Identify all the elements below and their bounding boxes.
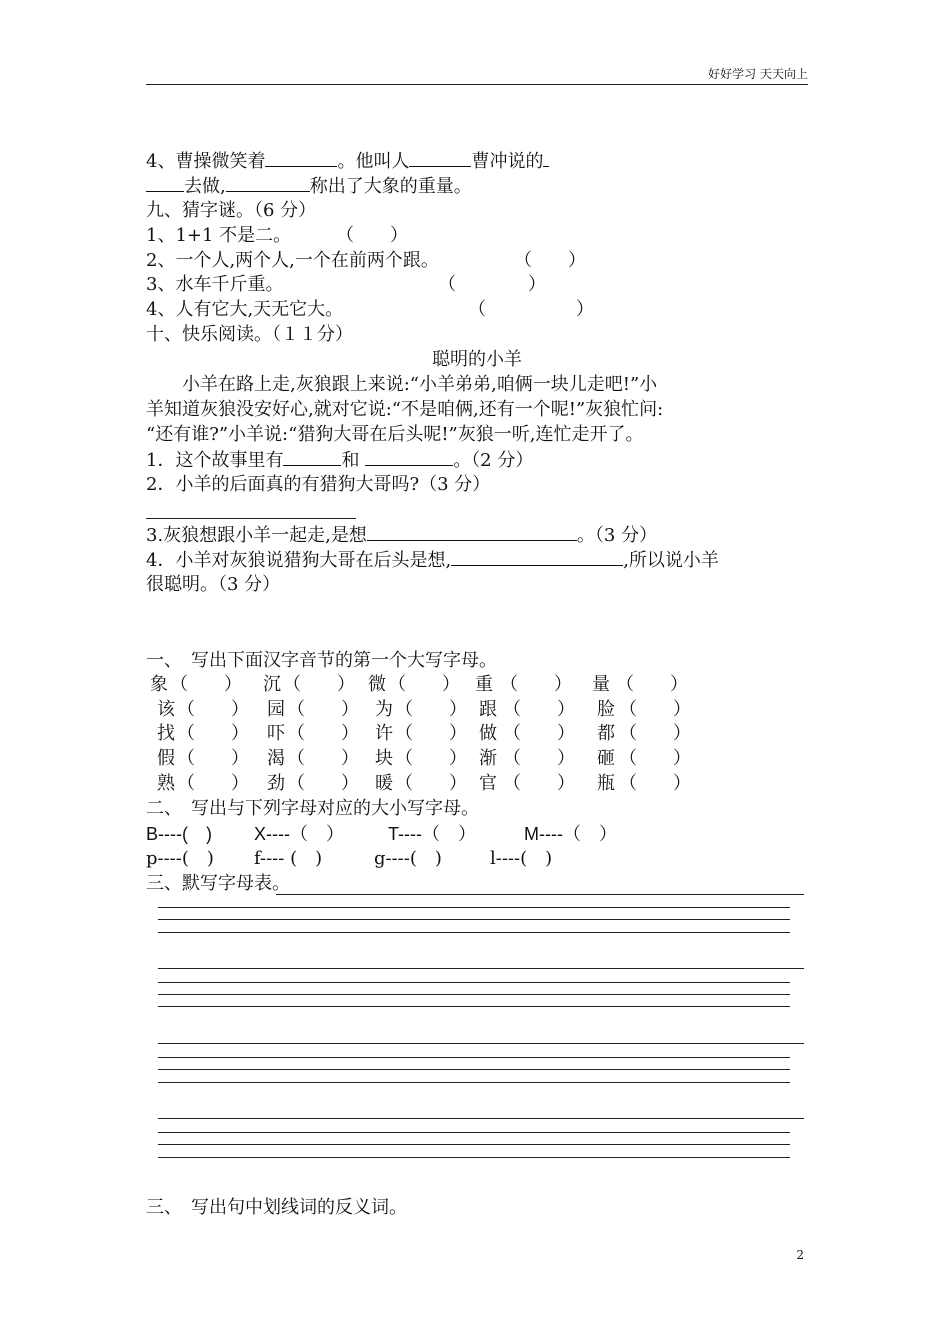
writing-line[interactable] [158, 919, 790, 920]
writing-line[interactable] [158, 1069, 790, 1070]
reading-q3 [146, 524, 657, 547]
riddle-text: 4、人有它大,天无它大。 [146, 299, 344, 320]
answer-paren[interactable]: （ ） [616, 674, 688, 695]
writing-line[interactable] [158, 968, 804, 969]
answer-paren[interactable]: （ ） [177, 748, 249, 769]
writing-line[interactable] [158, 1132, 790, 1133]
answer-blank[interactable] [367, 524, 577, 541]
q4-line-2 [146, 175, 472, 198]
writing-line[interactable] [158, 932, 790, 933]
answer-paren[interactable]: （ ） [619, 773, 691, 794]
answer-paren[interactable]: （ ） [395, 699, 467, 720]
hanzi: 园 [267, 699, 285, 720]
riddle-4 [146, 299, 594, 321]
reading-q1 [146, 449, 533, 472]
letter-item[interactable]: p----( ) [146, 848, 214, 869]
letter-item[interactable]: l----( ) [490, 848, 553, 869]
answer-paren[interactable]: （ ） [395, 748, 467, 769]
q4-text-c: 曹冲说的 [471, 151, 544, 172]
writing-line[interactable] [158, 1118, 804, 1119]
letter-item[interactable]: f---- ( ) [254, 848, 323, 869]
answer-paren[interactable]: （ ） [287, 723, 359, 744]
q4-text-a: 4、曹操微笑着 [146, 151, 266, 172]
answer-blank[interactable] [283, 449, 341, 466]
writing-line[interactable] [158, 1144, 790, 1145]
answer-blank[interactable] [451, 549, 623, 566]
reading-q4-cont: 很聪明。（3 分） [146, 574, 281, 595]
q-text: ,所以说小羊 [623, 550, 719, 571]
q-text: 4．小羊对灰狼说猎狗大哥在后头是想, [146, 550, 452, 571]
q-text: 3.灰狼想跟小羊一起走,是想 [146, 525, 367, 546]
hanzi: 劲 [267, 773, 285, 794]
answer-paren[interactable]: （ ） [503, 748, 575, 769]
page-number: 2 [796, 1248, 804, 1262]
riddle-2 [146, 250, 586, 272]
q-text: 1．这个故事里有 [146, 450, 284, 471]
writing-line[interactable] [158, 1006, 790, 1007]
answer-paren[interactable]: （ ） [514, 250, 586, 271]
writing-line[interactable] [158, 1057, 790, 1058]
hanzi: 渐 [479, 748, 497, 769]
answer-paren[interactable]: （ ） [177, 699, 249, 720]
story-line: “还有谁?”小羊说:“猎狗大哥在后头呢!”灰狼一听,连忙走开了。 [146, 424, 644, 445]
writing-line[interactable] [158, 982, 790, 983]
reading-q2: 2．小羊的后面真的有猎狗大哥吗?（3 分） [146, 474, 491, 495]
answer-blank[interactable] [226, 175, 310, 192]
writing-line[interactable] [158, 994, 790, 995]
answer-paren[interactable]: （ ） [619, 748, 691, 769]
riddle-3 [146, 274, 546, 296]
hanzi: 该 [157, 699, 175, 720]
hanzi: 块 [375, 748, 393, 769]
answer-paren[interactable]: （ ） [500, 674, 572, 695]
answer-paren[interactable]: （ ） [438, 274, 546, 295]
writing-line[interactable] [158, 907, 790, 908]
hanzi: 暖 [375, 773, 393, 794]
answer-paren[interactable]: （ ） [283, 674, 355, 695]
q-text: 。（2 分） [453, 450, 534, 471]
hanzi: 沉 [263, 674, 281, 695]
hanzi: 做 [479, 723, 497, 744]
answer-paren[interactable]: （ ） [468, 299, 594, 320]
part4-title: 三、 写出句中划线词的反义词。 [146, 1197, 407, 1218]
q4-text-d: 去做, [184, 176, 226, 197]
q-text: 和 [341, 450, 360, 471]
hanzi: 微 [368, 674, 386, 695]
answer-paren[interactable]: （ ） [503, 773, 575, 794]
writing-line [276, 894, 804, 895]
q-text: 。（3 分） [576, 525, 658, 546]
letter-item[interactable]: M----（ ） [524, 824, 617, 844]
hanzi: 跟 [479, 699, 497, 720]
answer-paren[interactable]: （ ） [503, 699, 575, 720]
hanzi: 为 [375, 699, 393, 720]
answer-paren[interactable]: （ ） [336, 225, 408, 246]
answer-blank[interactable] [146, 175, 184, 192]
q4-text-b: 。他叫人 [337, 151, 410, 172]
riddle-1 [146, 225, 408, 247]
riddle-text: 3、水车千斤重。 [146, 274, 284, 295]
hanzi: 瓶 [597, 773, 615, 794]
hanzi: 熟 [157, 773, 175, 794]
answer-paren[interactable]: （ ） [287, 699, 359, 720]
answer-blank[interactable] [365, 449, 453, 466]
answer-paren[interactable]: （ ） [619, 723, 691, 744]
hanzi: 重 [475, 674, 493, 695]
hanzi: 假 [157, 748, 175, 769]
story-title: 聪明的小羊 [432, 349, 522, 370]
page-header [146, 64, 808, 85]
writing-line[interactable] [158, 1043, 804, 1044]
sec10-title: 十、快乐阅读。（１１分） [146, 324, 353, 345]
sec9-title: 九、猜字谜。（6 分） [146, 200, 317, 221]
riddle-text: 2、一个人,两个人,一个在前两个跟。 [146, 250, 439, 271]
answer-blank[interactable] [543, 150, 549, 167]
answer-paren[interactable]: （ ） [170, 674, 242, 695]
answer-paren[interactable]: （ ） [388, 674, 460, 695]
hanzi: 许 [375, 723, 393, 744]
header-text: 好好学习 天天向上 [708, 67, 808, 81]
reading-q4 [146, 549, 719, 572]
letter-item[interactable]: g----( ) [374, 848, 442, 869]
hanzi: 象 [150, 674, 168, 695]
hanzi: 官 [479, 773, 497, 794]
letter-item[interactable]: B----( ) [146, 824, 212, 844]
answer-paren[interactable]: （ ） [619, 699, 691, 720]
hanzi: 脸 [597, 699, 615, 720]
answer-paren[interactable]: （ ） [287, 748, 359, 769]
writing-line[interactable] [158, 1082, 790, 1083]
answer-paren[interactable]: （ ） [395, 723, 467, 744]
answer-blank[interactable] [265, 150, 337, 167]
hanzi: 找 [157, 723, 175, 744]
story-line: 小羊在路上走,灰狼跟上来说:“小羊弟弟,咱俩一块儿走吧!”小 [146, 374, 658, 395]
hanzi: 量 [592, 674, 610, 695]
part2-title: 二、 写出与下列字母对应的大小写字母。 [146, 798, 479, 819]
answer-paren[interactable]: （ ） [287, 773, 359, 794]
writing-line[interactable] [158, 1157, 790, 1158]
answer-paren[interactable]: （ ） [395, 773, 467, 794]
answer-paren[interactable]: （ ） [177, 723, 249, 744]
answer-paren[interactable]: （ ） [177, 773, 249, 794]
part3-title: 三、默写字母表。 [146, 873, 290, 894]
part1-title: 一、 写出下面汉字音节的第一个大写字母。 [146, 650, 497, 671]
riddle-text: 1、1+1 不是二。 [146, 225, 292, 246]
q4-text-e: 称出了大象的重量。 [309, 176, 472, 197]
answer-paren[interactable]: （ ） [503, 723, 575, 744]
hanzi: 砸 [597, 748, 615, 769]
letter-item[interactable]: X----（ ） [254, 824, 344, 844]
q4-line-1 [146, 150, 549, 173]
answer-blank[interactable] [409, 150, 471, 167]
hanzi: 都 [597, 723, 615, 744]
story-line: 羊知道灰狼没安好心,就对它说:“不是咱俩,还有一个呢!”灰狼忙问: [146, 399, 664, 420]
answer-line[interactable] [146, 518, 356, 519]
hanzi: 吓 [267, 723, 285, 744]
letter-item[interactable]: T----（ ） [388, 824, 476, 844]
hanzi: 渴 [267, 748, 285, 769]
